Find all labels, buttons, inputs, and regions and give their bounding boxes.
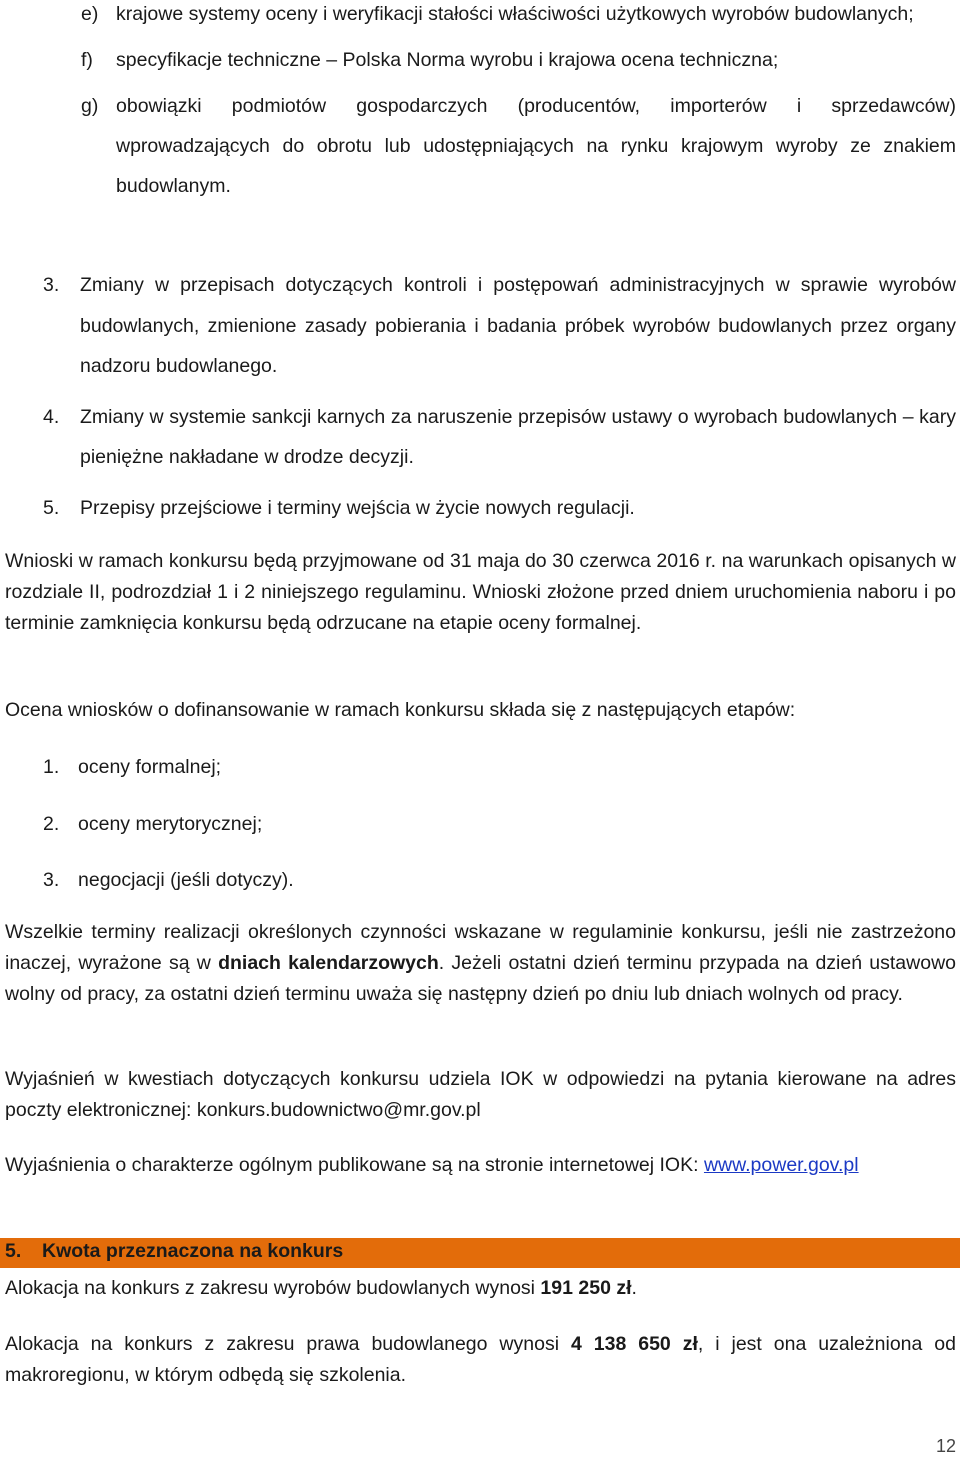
power-website-link[interactable]: www.power.gov.pl xyxy=(703,1154,859,1176)
list-text: Zmiany w przepisach dotyczących kontroli i postępowań administracyjnych w sprawie wyrobów budowlanych, zmienione zasady pobierania i badania próbek wyrobów budowlanych przez organy nadzoru budowlanego. xyxy=(80,274,956,377)
list-item xyxy=(5,857,956,904)
page-number: 12 xyxy=(935,1436,956,1456)
list-marker: e) xyxy=(81,3,99,25)
sublist xyxy=(5,0,956,206)
list-marker: f) xyxy=(81,49,93,71)
list-text: oceny formalnej; xyxy=(78,756,222,778)
section-number: 5. xyxy=(5,1240,22,1262)
paragraph-stages: Ocena wniosków o dofinansowanie w ramach konkursu składa się z następujących etapów: xyxy=(5,699,796,721)
alloc2-text: Alokacja na konkurs z zakresu prawa budowlanego wynosi xyxy=(5,1333,571,1355)
list-item xyxy=(5,397,956,478)
paragraph-terms xyxy=(5,917,956,1010)
list-item xyxy=(5,801,956,848)
list-text: obowiązki podmiotów gospodarczych (producentów, importerów i sprzedawców) wprowadzających do obrotu lub udostępniających na rynku krajowym wyroby ze znakiem budowlanym. xyxy=(116,95,956,197)
list-marker: 5. xyxy=(43,496,60,519)
list-item xyxy=(5,0,956,34)
list-text: oceny merytorycznej; xyxy=(78,812,263,835)
list-text: specyfikacje techniczne – Polska Norma wyrobu i krajowa ocena techniczna; xyxy=(116,49,779,71)
paragraph-deadline: Wnioski w ramach konkursu będą przyjmowane od 31 maja do 30 czerwca 2016 r. na warunkach opisanych w rozdziale II, podrozdział 1 i 2 niniejszego regulaminu. Wnioski złożone przed dniem uruchomienia naboru i po terminie zamknięcia konkursu będą odrzucane na etapie oceny formalnej. xyxy=(5,550,956,634)
stages-list xyxy=(5,744,956,904)
web-text: Wyjaśnienia o charakterze ogólnym publikowane są na stronie internetowej IOK: xyxy=(5,1154,704,1176)
section-title: Kwota przeznaczona na konkurs xyxy=(42,1240,344,1262)
list-marker: 3. xyxy=(43,274,60,296)
paragraph-iok: Wyjaśnień w kwestiach dotyczących konkursu udziela IOK w odpowiedzi na pytania kierowane na adres poczty elektronicznej: konkurs.budownictwo@mr.gov.pl xyxy=(5,1068,956,1121)
list-item xyxy=(5,488,956,529)
terms-bold: dniach kalendarzowych xyxy=(218,952,439,974)
paragraph-allocation-products xyxy=(5,1273,956,1304)
list-marker: 4. xyxy=(43,405,60,428)
list-text: negocjacji (jeśli dotyczy). xyxy=(78,869,294,891)
list-marker: 1. xyxy=(43,756,60,778)
alloc1-amount: 191 250 zł xyxy=(540,1277,632,1299)
list-text: krajowe systemy oceny i weryfikacji stałości właściwości użytkowych wyrobów budowlanych; xyxy=(116,3,914,25)
alloc1-end: . xyxy=(631,1277,637,1299)
section-header-bar xyxy=(0,1238,960,1268)
alloc1-text: Alokacja na konkurs z zakresu wyrobów budowlanych wynosi xyxy=(5,1277,541,1299)
list-item xyxy=(5,40,956,80)
list-item xyxy=(5,86,956,206)
list-text: Przepisy przejściowe i terminy wejścia w życie nowych regulacji. xyxy=(80,496,635,519)
terms-text-end: . Jeżeli ostatni dzień terminu przypada na dzień ustawowo wolny od pracy, za ostatni dzień terminu uważa się następny dzień po dniu lub dniach wolnych od pracy. xyxy=(5,952,956,1005)
list-marker: g) xyxy=(81,95,99,117)
terms-text: Wszelkie terminy realizacji określonych czynności wskazane w regulaminie konkursu, jeśli nie zastrzeżono inaczej, wyrażone są w xyxy=(5,921,956,974)
list-item xyxy=(5,744,956,791)
list-text: Zmiany w systemie sankcji karnych za naruszenie przepisów ustawy o wyrobach budowlanych – kary pieniężne nakładane w drodze decyzji. xyxy=(80,405,956,468)
list-item xyxy=(5,265,956,387)
paragraph-web xyxy=(5,1150,956,1181)
numbered-list xyxy=(5,265,956,528)
paragraph-allocation-law xyxy=(5,1329,956,1391)
list-marker: 2. xyxy=(43,812,60,835)
alloc2-amount: 4 138 650 zł xyxy=(570,1333,698,1355)
list-marker: 3. xyxy=(43,869,60,891)
alloc2-end: , i jest ona uzależniona od makroregionu, w którym odbędą się szkolenia. xyxy=(5,1333,956,1386)
